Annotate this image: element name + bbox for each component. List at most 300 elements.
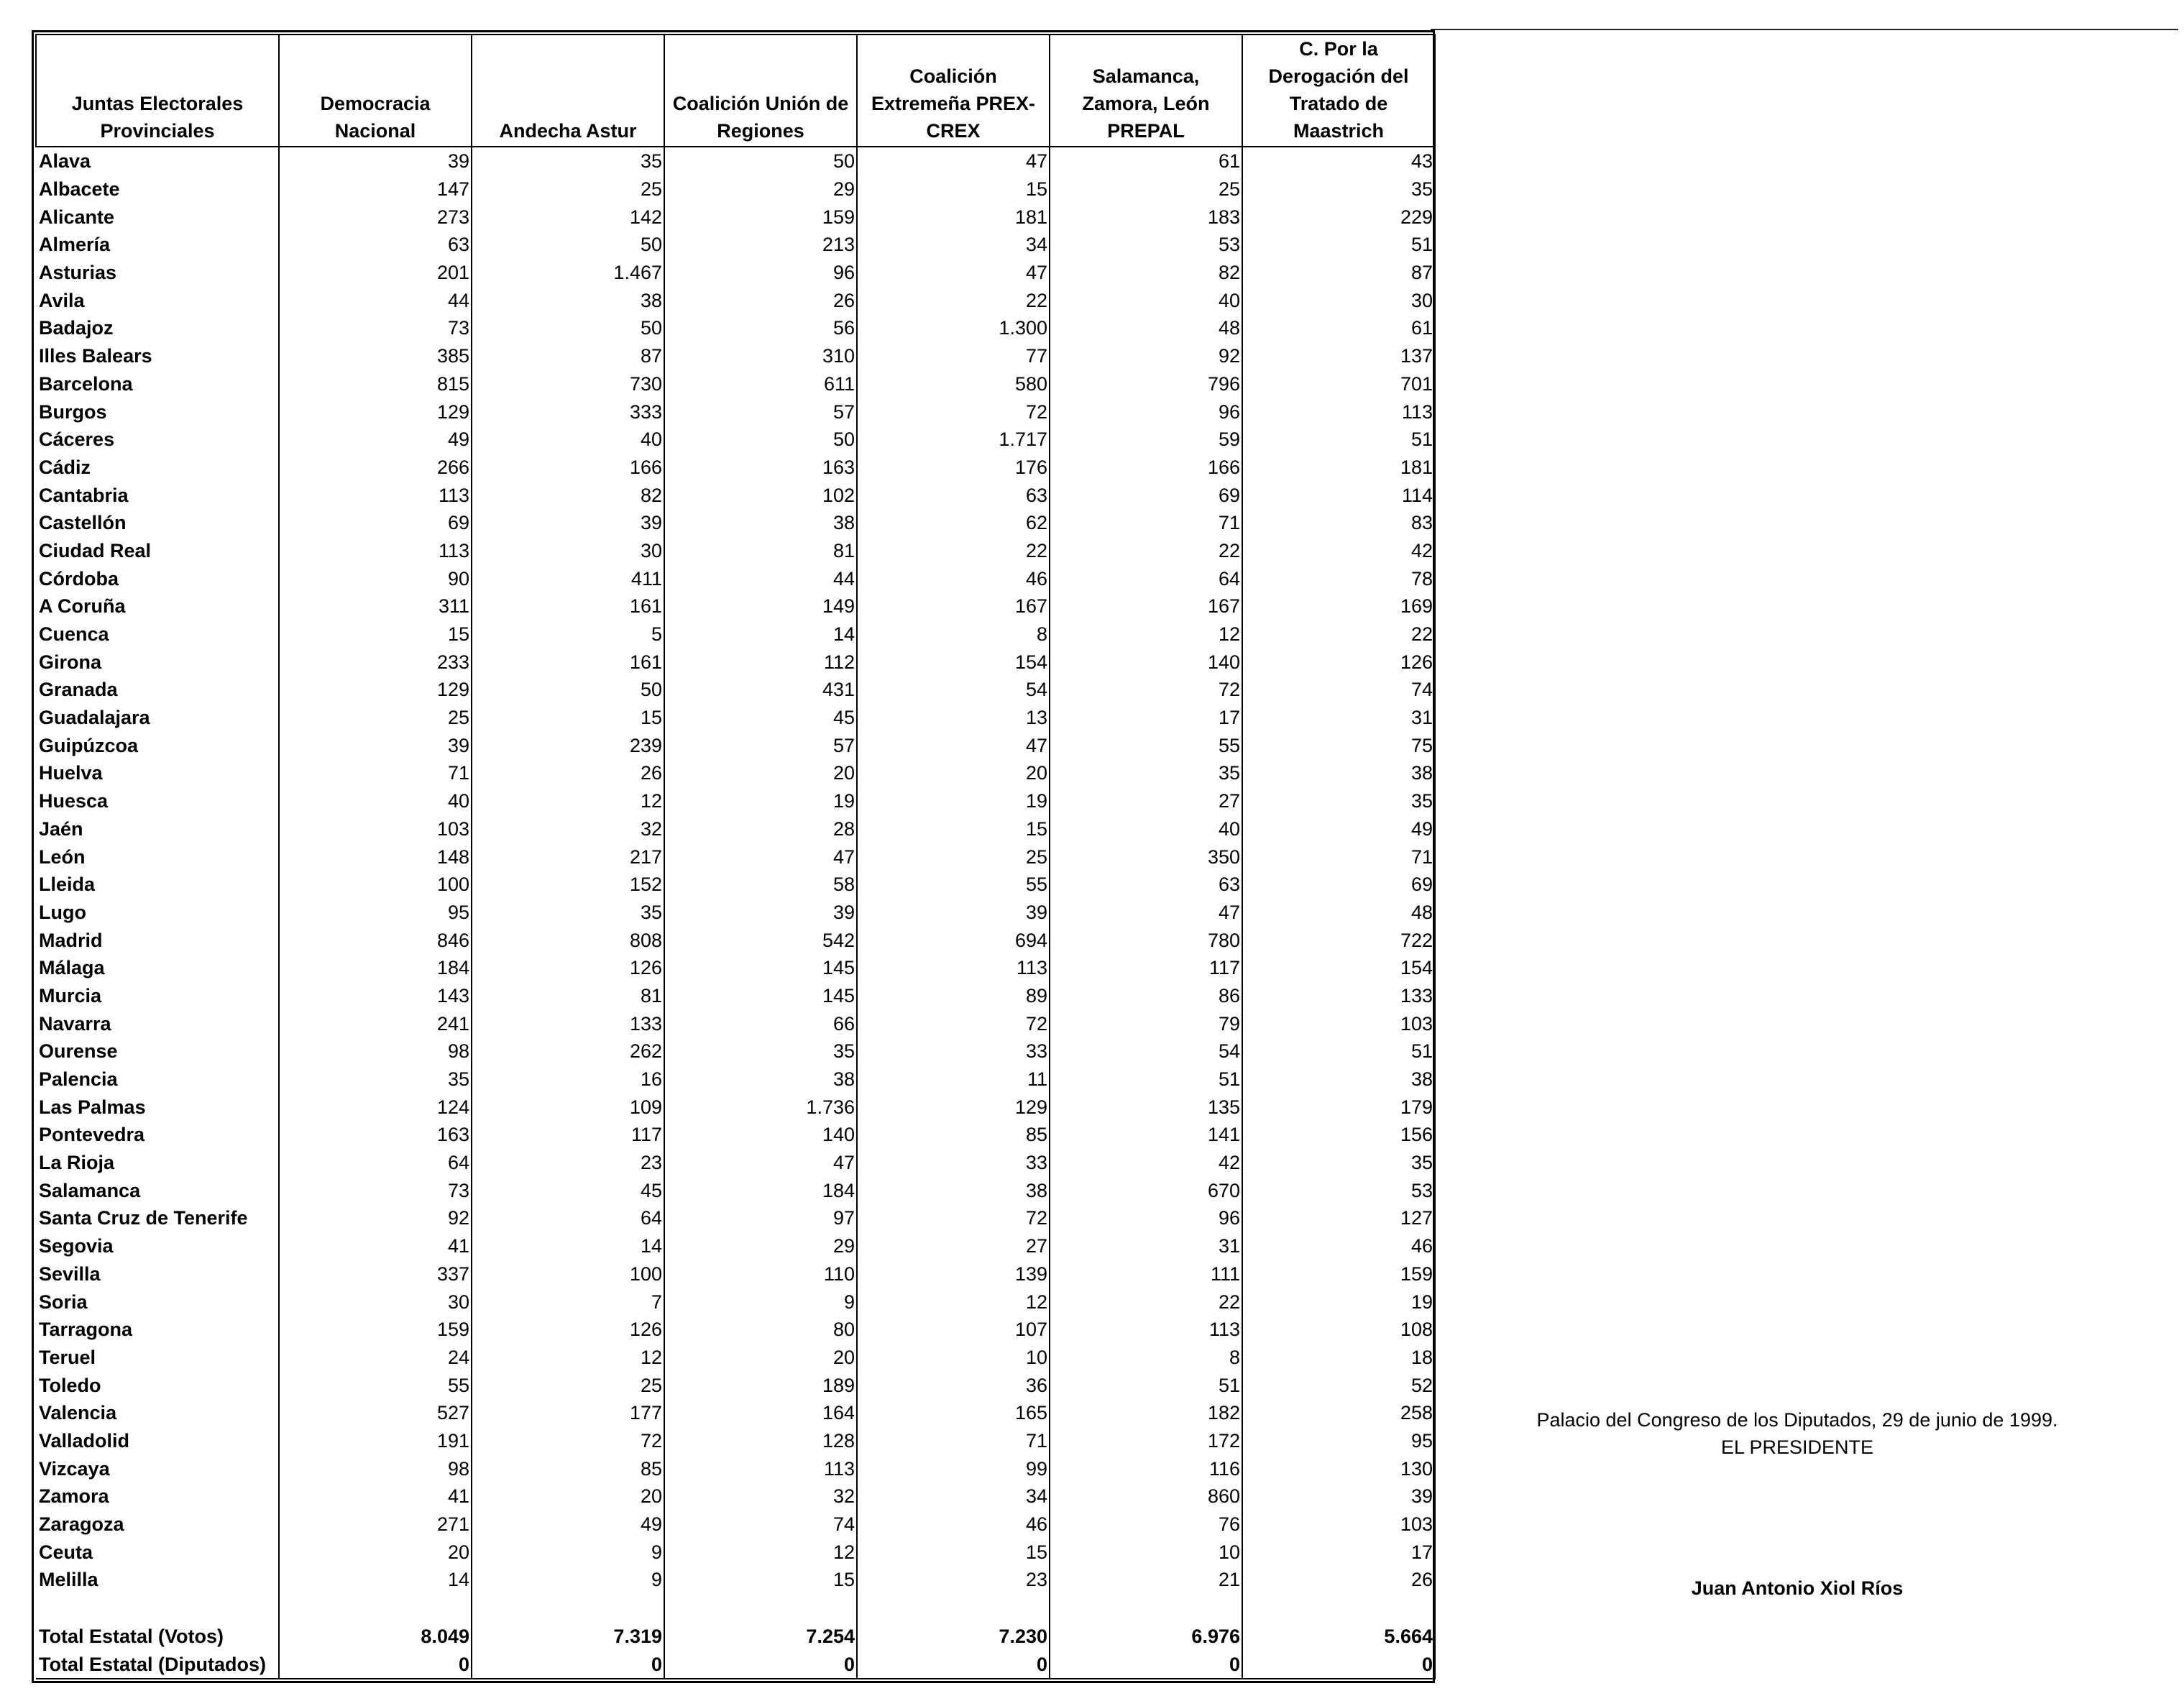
province-cell: Toledo	[36, 1371, 279, 1399]
votes-cell: 176	[857, 454, 1050, 482]
votes-cell: 124	[279, 1093, 472, 1121]
table-row	[36, 1009, 1435, 1037]
spacer-row	[36, 1594, 1435, 1623]
votes-cell: 154	[857, 648, 1050, 676]
votes-cell: 6.976	[1050, 1623, 1242, 1651]
column-header-union-regiones: Coalición Unión de Regiones	[664, 35, 857, 147]
votes-cell: 350	[1050, 843, 1242, 871]
votes-cell: 103	[1242, 1511, 1435, 1539]
votes-cell: 12	[857, 1288, 1050, 1316]
votes-cell: 26	[664, 286, 857, 314]
province-cell: Huelva	[36, 759, 279, 787]
votes-cell: 25	[472, 1371, 664, 1399]
votes-cell: 77	[857, 342, 1050, 370]
votes-cell: 19	[857, 787, 1050, 815]
province-cell: Zaragoza	[36, 1511, 279, 1539]
votes-cell: 29	[664, 1232, 857, 1260]
province-cell: Melilla	[36, 1566, 279, 1594]
province-cell: Lugo	[36, 899, 279, 927]
table-row	[36, 481, 1435, 509]
votes-cell: 239	[472, 731, 664, 759]
votes-cell: 22	[1050, 1288, 1242, 1316]
votes-cell: 39	[472, 509, 664, 537]
votes-cell: 12	[472, 1344, 664, 1372]
votes-cell: 7.319	[472, 1623, 664, 1651]
spacer-cell	[472, 1594, 664, 1623]
votes-cell: 5	[472, 620, 664, 648]
votes-cell: 145	[664, 982, 857, 1010]
votes-cell: 30	[472, 537, 664, 565]
votes-cell: 69	[279, 509, 472, 537]
province-cell: Salamanca	[36, 1176, 279, 1204]
column-header-andecha-astur: Andecha Astur	[472, 35, 664, 147]
votes-cell: 141	[1050, 1121, 1242, 1149]
votes-cell: 35	[1050, 759, 1242, 787]
votes-cell: 154	[1242, 954, 1435, 982]
table-row	[36, 314, 1435, 342]
votes-cell: 8.049	[279, 1623, 472, 1651]
votes-cell: 130	[1242, 1454, 1435, 1482]
votes-cell: 109	[472, 1093, 664, 1121]
votes-cell: 87	[1242, 259, 1435, 287]
table-row	[36, 815, 1435, 843]
votes-cell: 266	[279, 454, 472, 482]
votes-cell: 40	[1050, 286, 1242, 314]
total-diputados-row	[36, 1650, 1435, 1679]
table-row	[36, 1288, 1435, 1316]
votes-cell: 25	[279, 704, 472, 732]
votes-cell: 47	[857, 259, 1050, 287]
province-cell: Lleida	[36, 871, 279, 899]
table-row	[36, 899, 1435, 927]
votes-cell: 41	[279, 1482, 472, 1511]
votes-cell: 23	[857, 1566, 1050, 1594]
votes-cell: 26	[472, 759, 664, 787]
votes-cell: 92	[1050, 342, 1242, 370]
votes-cell: 152	[472, 871, 664, 899]
votes-cell: 181	[1242, 454, 1435, 482]
votes-cell: 14	[279, 1566, 472, 1594]
votes-cell: 50	[472, 676, 664, 704]
table-row	[36, 426, 1435, 454]
province-cell: Cádiz	[36, 454, 279, 482]
votes-cell: 860	[1050, 1482, 1242, 1511]
column-header-prex-crex: Coalición Extremeña PREX-CREX	[857, 35, 1050, 147]
votes-cell: 55	[857, 871, 1050, 899]
votes-cell: 86	[1050, 982, 1242, 1010]
province-cell: Málaga	[36, 954, 279, 982]
votes-cell: 14	[472, 1232, 664, 1260]
votes-cell: 35	[664, 1037, 857, 1065]
votes-cell: 0	[472, 1650, 664, 1679]
votes-cell: 81	[664, 537, 857, 565]
votes-cell: 51	[1242, 1037, 1435, 1065]
votes-cell: 41	[279, 1232, 472, 1260]
votes-cell: 1.717	[857, 426, 1050, 454]
votes-cell: 241	[279, 1009, 472, 1037]
votes-cell: 15	[857, 175, 1050, 203]
province-cell: Santa Cruz de Tenerife	[36, 1204, 279, 1232]
votes-cell: 50	[472, 231, 664, 259]
votes-cell: 24	[279, 1344, 472, 1372]
votes-cell: 72	[857, 1204, 1050, 1232]
votes-cell: 76	[1050, 1511, 1242, 1539]
table-row	[36, 147, 1435, 175]
votes-cell: 20	[664, 759, 857, 787]
votes-cell: 140	[664, 1121, 857, 1149]
votes-cell: 83	[1242, 509, 1435, 537]
votes-cell: 213	[664, 231, 857, 259]
votes-cell: 1.300	[857, 314, 1050, 342]
province-cell: Soria	[36, 1288, 279, 1316]
votes-cell: 113	[857, 954, 1050, 982]
table-row	[36, 1371, 1435, 1399]
votes-cell: 19	[664, 787, 857, 815]
column-header-prepal: Salamanca, Zamora, León PREPAL	[1050, 35, 1242, 147]
votes-cell: 72	[857, 398, 1050, 426]
table-row	[36, 704, 1435, 732]
votes-cell: 20	[857, 759, 1050, 787]
votes-cell: 166	[1050, 454, 1242, 482]
votes-cell: 61	[1050, 147, 1242, 175]
votes-cell: 19	[1242, 1288, 1435, 1316]
votes-cell: 39	[664, 899, 857, 927]
votes-cell: 33	[857, 1037, 1050, 1065]
votes-cell: 258	[1242, 1399, 1435, 1427]
votes-cell: 56	[664, 314, 857, 342]
votes-cell: 57	[664, 731, 857, 759]
votes-cell: 73	[279, 314, 472, 342]
votes-cell: 21	[1050, 1566, 1242, 1594]
votes-cell: 179	[1242, 1093, 1435, 1121]
votes-cell: 694	[857, 926, 1050, 954]
province-cell: Almería	[36, 231, 279, 259]
votes-cell: 580	[857, 370, 1050, 398]
votes-cell: 25	[857, 843, 1050, 871]
province-cell: Valencia	[36, 1399, 279, 1427]
votes-cell: 33	[857, 1149, 1050, 1177]
province-cell: Jaén	[36, 815, 279, 843]
votes-cell: 135	[1050, 1093, 1242, 1121]
spacer-cell	[1242, 1594, 1435, 1623]
votes-cell: 90	[279, 564, 472, 592]
votes-cell: 46	[1242, 1232, 1435, 1260]
province-cell: Total Estatal (Diputados)	[36, 1650, 279, 1679]
votes-cell: 48	[1242, 899, 1435, 927]
votes-cell: 13	[857, 704, 1050, 732]
votes-cell: 39	[1242, 1482, 1435, 1511]
votes-cell: 140	[1050, 648, 1242, 676]
table-row	[36, 1204, 1435, 1232]
votes-cell: 22	[1050, 537, 1242, 565]
votes-cell: 103	[1242, 1009, 1435, 1037]
votes-cell: 182	[1050, 1399, 1242, 1427]
table-row	[36, 398, 1435, 426]
province-cell: Avila	[36, 286, 279, 314]
table-row	[36, 926, 1435, 954]
votes-cell: 29	[664, 175, 857, 203]
votes-cell: 31	[1242, 704, 1435, 732]
table-row	[36, 203, 1435, 231]
votes-cell: 114	[1242, 481, 1435, 509]
votes-cell: 10	[1050, 1538, 1242, 1566]
votes-cell: 311	[279, 592, 472, 620]
votes-cell: 72	[472, 1427, 664, 1455]
votes-cell: 44	[664, 564, 857, 592]
votes-cell: 38	[664, 1065, 857, 1094]
table-row	[36, 454, 1435, 482]
votes-cell: 51	[1242, 231, 1435, 259]
votes-cell: 72	[857, 1009, 1050, 1037]
table-row	[36, 620, 1435, 648]
votes-cell: 75	[1242, 731, 1435, 759]
spacer-cell	[36, 1594, 279, 1623]
votes-cell: 59	[1050, 426, 1242, 454]
votes-cell: 51	[1242, 426, 1435, 454]
votes-cell: 217	[472, 843, 664, 871]
province-cell: Cantabria	[36, 481, 279, 509]
votes-cell: 18	[1242, 1344, 1435, 1372]
votes-cell: 184	[664, 1176, 857, 1204]
votes-cell: 116	[1050, 1454, 1242, 1482]
votes-cell: 99	[857, 1454, 1050, 1482]
votes-cell: 47	[857, 147, 1050, 175]
votes-cell: 35	[1242, 175, 1435, 203]
votes-cell: 137	[1242, 342, 1435, 370]
column-header-maastrich: C. Por la Derogación del Tratado de Maastrich	[1242, 35, 1435, 147]
province-cell: Tarragona	[36, 1316, 279, 1344]
votes-cell: 147	[279, 175, 472, 203]
votes-cell: 97	[664, 1204, 857, 1232]
votes-cell: 5.664	[1242, 1623, 1435, 1651]
results-table-frame	[32, 30, 1435, 1683]
votes-cell: 108	[1242, 1316, 1435, 1344]
votes-cell: 54	[857, 676, 1050, 704]
votes-cell: 50	[664, 426, 857, 454]
votes-cell: 15	[857, 815, 1050, 843]
votes-cell: 15	[664, 1566, 857, 1594]
table-row	[36, 1093, 1435, 1121]
votes-cell: 38	[664, 509, 857, 537]
votes-cell: 191	[279, 1427, 472, 1455]
votes-cell: 79	[1050, 1009, 1242, 1037]
votes-cell: 310	[664, 342, 857, 370]
votes-cell: 32	[472, 815, 664, 843]
province-cell: Las Palmas	[36, 1093, 279, 1121]
spacer-cell	[664, 1594, 857, 1623]
votes-cell: 85	[857, 1121, 1050, 1149]
votes-cell: 46	[857, 564, 1050, 592]
column-header-democracia-nacional: Democracia Nacional	[279, 35, 472, 147]
votes-cell: 10	[857, 1344, 1050, 1372]
votes-cell: 85	[472, 1454, 664, 1482]
votes-cell: 52	[1242, 1371, 1435, 1399]
votes-cell: 80	[664, 1316, 857, 1344]
votes-cell: 58	[664, 871, 857, 899]
votes-cell: 51	[1050, 1065, 1242, 1094]
table-row	[36, 175, 1435, 203]
table-row	[36, 1149, 1435, 1177]
table-row	[36, 676, 1435, 704]
table-row	[36, 954, 1435, 982]
votes-cell: 34	[857, 231, 1050, 259]
table-row	[36, 342, 1435, 370]
votes-cell: 126	[472, 1316, 664, 1344]
table-row	[36, 1344, 1435, 1372]
votes-cell: 233	[279, 648, 472, 676]
table-row	[36, 231, 1435, 259]
votes-cell: 8	[857, 620, 1050, 648]
votes-cell: 17	[1050, 704, 1242, 732]
votes-cell: 7.254	[664, 1623, 857, 1651]
votes-cell: 113	[664, 1454, 857, 1482]
signature-name: Juan Antonio Xiol Ríos	[1691, 1577, 1904, 1599]
votes-cell: 129	[279, 398, 472, 426]
votes-cell: 96	[1050, 398, 1242, 426]
votes-cell: 110	[664, 1260, 857, 1288]
votes-cell: 722	[1242, 926, 1435, 954]
votes-cell: 172	[1050, 1427, 1242, 1455]
votes-cell: 9	[664, 1288, 857, 1316]
table-row	[36, 1176, 1435, 1204]
votes-cell: 166	[472, 454, 664, 482]
province-cell: Murcia	[36, 982, 279, 1010]
votes-cell: 53	[1242, 1176, 1435, 1204]
spacer-cell	[857, 1594, 1050, 1623]
votes-cell: 149	[664, 592, 857, 620]
province-cell: León	[36, 843, 279, 871]
votes-cell: 126	[1242, 648, 1435, 676]
votes-cell: 0	[1242, 1650, 1435, 1679]
votes-cell: 25	[472, 175, 664, 203]
province-cell: Ourense	[36, 1037, 279, 1065]
province-cell: Albacete	[36, 175, 279, 203]
province-cell: Illes Balears	[36, 342, 279, 370]
table-row	[36, 509, 1435, 537]
votes-cell: 163	[664, 454, 857, 482]
total-votes-row	[36, 1623, 1435, 1651]
votes-cell: 133	[472, 1009, 664, 1037]
votes-cell: 25	[1050, 175, 1242, 203]
votes-cell: 0	[279, 1650, 472, 1679]
votes-cell: 34	[857, 1482, 1050, 1511]
votes-cell: 161	[472, 648, 664, 676]
votes-cell: 11	[857, 1065, 1050, 1094]
votes-cell: 22	[857, 286, 1050, 314]
table-row	[36, 259, 1435, 287]
votes-cell: 53	[1050, 231, 1242, 259]
votes-cell: 113	[1242, 398, 1435, 426]
votes-cell: 139	[857, 1260, 1050, 1288]
votes-cell: 22	[1242, 620, 1435, 648]
votes-cell: 55	[279, 1371, 472, 1399]
votes-cell: 201	[279, 259, 472, 287]
votes-cell: 46	[857, 1511, 1050, 1539]
votes-cell: 71	[279, 759, 472, 787]
votes-cell: 846	[279, 926, 472, 954]
province-cell: Madrid	[36, 926, 279, 954]
votes-cell: 0	[1050, 1650, 1242, 1679]
table-row	[36, 1482, 1435, 1511]
votes-cell: 40	[279, 787, 472, 815]
votes-cell: 62	[857, 509, 1050, 537]
votes-cell: 611	[664, 370, 857, 398]
votes-cell: 262	[472, 1037, 664, 1065]
votes-cell: 35	[279, 1065, 472, 1094]
votes-cell: 54	[1050, 1037, 1242, 1065]
province-cell: Córdoba	[36, 564, 279, 592]
votes-cell: 780	[1050, 926, 1242, 954]
column-header-juntas: Juntas Electorales Provinciales	[36, 35, 279, 147]
votes-cell: 165	[857, 1399, 1050, 1427]
votes-cell: 74	[1242, 676, 1435, 704]
votes-cell: 39	[279, 731, 472, 759]
votes-cell: 113	[279, 537, 472, 565]
table-row	[36, 1427, 1435, 1455]
votes-cell: 670	[1050, 1176, 1242, 1204]
votes-cell: 63	[279, 231, 472, 259]
table-row	[36, 1121, 1435, 1149]
votes-cell: 39	[857, 899, 1050, 927]
votes-cell: 411	[472, 564, 664, 592]
votes-cell: 0	[857, 1650, 1050, 1679]
province-cell: Granada	[36, 676, 279, 704]
province-cell: Valladolid	[36, 1427, 279, 1455]
votes-cell: 49	[472, 1511, 664, 1539]
table-row	[36, 759, 1435, 787]
votes-cell: 51	[1050, 1371, 1242, 1399]
votes-cell: 113	[279, 481, 472, 509]
table-row	[36, 1037, 1435, 1065]
votes-cell: 89	[857, 982, 1050, 1010]
province-cell: Guipúzcoa	[36, 731, 279, 759]
table-row	[36, 1566, 1435, 1594]
votes-cell: 156	[1242, 1121, 1435, 1149]
province-cell: Burgos	[36, 398, 279, 426]
province-cell: Vizcaya	[36, 1454, 279, 1482]
votes-cell: 189	[664, 1371, 857, 1399]
votes-cell: 15	[279, 620, 472, 648]
votes-cell: 15	[472, 704, 664, 732]
votes-cell: 229	[1242, 203, 1435, 231]
votes-cell: 72	[1050, 676, 1242, 704]
table-row	[36, 1232, 1435, 1260]
votes-cell: 36	[857, 1371, 1050, 1399]
table-body	[36, 147, 1435, 1679]
province-cell: La Rioja	[36, 1149, 279, 1177]
votes-cell: 181	[857, 203, 1050, 231]
province-cell: A Coruña	[36, 592, 279, 620]
votes-cell: 82	[472, 481, 664, 509]
province-cell: Navarra	[36, 1009, 279, 1037]
votes-cell: 16	[472, 1065, 664, 1094]
votes-cell: 159	[279, 1316, 472, 1344]
votes-cell: 14	[664, 620, 857, 648]
province-cell: Barcelona	[36, 370, 279, 398]
votes-cell: 527	[279, 1399, 472, 1427]
votes-cell: 164	[664, 1399, 857, 1427]
votes-cell: 64	[1050, 564, 1242, 592]
votes-cell: 71	[857, 1427, 1050, 1455]
votes-cell: 31	[1050, 1232, 1242, 1260]
votes-cell: 50	[472, 314, 664, 342]
table-row	[36, 843, 1435, 871]
votes-cell: 45	[472, 1176, 664, 1204]
votes-cell: 69	[1242, 871, 1435, 899]
province-cell: Zamora	[36, 1482, 279, 1511]
votes-cell: 273	[279, 203, 472, 231]
votes-cell: 796	[1050, 370, 1242, 398]
